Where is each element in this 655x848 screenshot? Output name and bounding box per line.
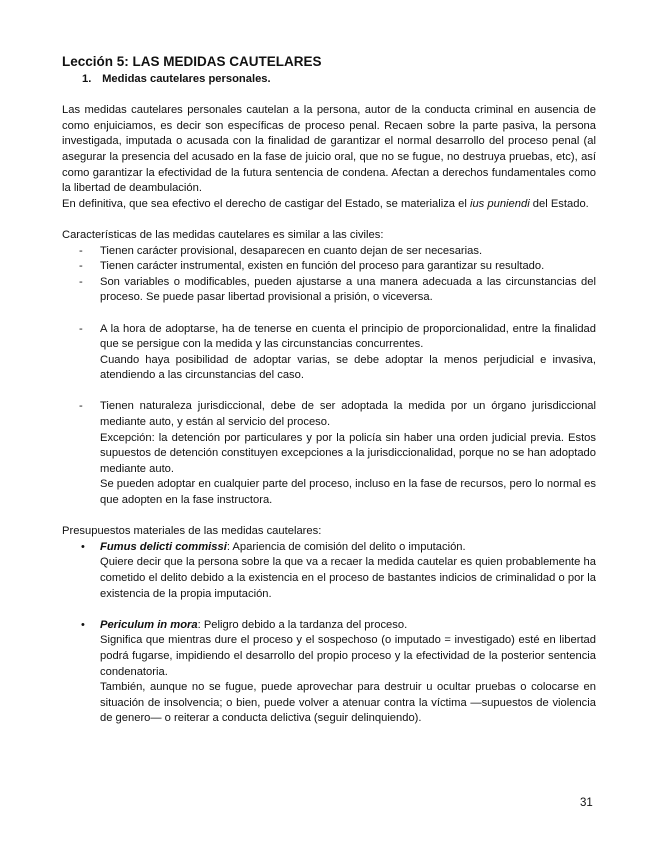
ius-puniendi-term: ius puniendi bbox=[469, 197, 530, 210]
dash-marker: - bbox=[79, 244, 83, 257]
document-page bbox=[62, 53, 596, 727]
periculum-term: Periculum in mora bbox=[100, 618, 198, 631]
intro-paragraph: Las medidas cautelares personales cautelan a la persona, autor de la conducta criminal en ausencia de como enjuiciamos, es decir son específicas de proceso penal. Recaen sobre la parte pasiva, la persona investigada, imputada o acusada con la finalidad de garantizar el normal desarrollo del proceso penal (al asegurar la presencia del acusado en la fase de juicio oral, que no se fugue, no destruya pruebas, etc), así como garantizar la efectividad de la futura sentencia de condena. Afectan a derechos fundamentales como la libertad de deambulación. bbox=[62, 104, 596, 195]
section-title: Medidas cautelares personales. bbox=[102, 73, 271, 85]
section-number: 1. bbox=[82, 73, 92, 85]
presupuestos-list bbox=[62, 540, 596, 727]
lesson-title: Lección 5: LAS MEDIDAS CAUTELARES bbox=[62, 54, 322, 69]
page-number: 31 bbox=[580, 797, 593, 809]
list-item: - Tienen carácter provisional, desaparecen en cuanto dejan de ser necesarias. bbox=[62, 244, 596, 260]
fumus-term: Fumus delicti commissi bbox=[100, 540, 227, 553]
dash-marker: - bbox=[79, 400, 83, 413]
list-item: • Fumus delicti commissi: Apariencia de comisión del delito o imputación. Quiere decir que la persona sobre la que va a recaer la medida cautelar es quien probablemente ha cometido el delito debido a la existencia en el proceso de bastantes indicios de criminalidad o por la existencia de la propia imputación. bbox=[81, 540, 596, 600]
bullet-marker: • bbox=[81, 540, 85, 553]
dash-marker: - bbox=[79, 322, 83, 335]
list-item: - A la hora de adoptarse, ha de tenerse en cuenta el principio de proporcionalidad, entre la finalidad que se persigue con la medida y las circunstancias concurrentes. Cuando haya posibilidad de adoptar varias, se debe adoptar la menos perjudicial e invasiva, atendiendo a las circunstancias del caso. bbox=[79, 322, 596, 382]
dash-marker: - bbox=[79, 275, 83, 288]
list-item: - Tienen carácter instrumental, existen en función del proceso para garantizar su resultado. bbox=[62, 259, 596, 275]
section-heading bbox=[82, 72, 596, 88]
bullet-marker: • bbox=[81, 618, 85, 631]
dash-marker: - bbox=[79, 260, 83, 273]
characteristics-list bbox=[62, 244, 596, 509]
presupuestos-heading: Presupuestos materiales de las medidas cautelares: bbox=[62, 525, 322, 538]
list-item: - Son variables o modificables, pueden ajustarse a una manera adecuada a las circunstancias del proceso. Se puede pasar libertad provisional a prisión, o viceversa. bbox=[79, 275, 596, 304]
list-item: - Tienen naturaleza jurisdiccional, debe de ser adoptada la medida por un órgano jurisdiccional mediante auto, y están al servicio del proceso. Excepción: la detención por particulares y por la policía sin haber una orden judicial previa. Estos supuestos de detención constituyen excepciones a la jurisdiccionalidad, porque no se han adoptado mediante auto. Se pueden adoptar en cualquier parte del proceso, incluso en la fase de recursos, pero lo normal es que adopten en la fase instructora. bbox=[79, 400, 596, 507]
characteristics-heading: Características de las medidas cautelares es similar a las civiles: bbox=[62, 228, 384, 241]
list-item: • Periculum in mora: Peligro debido a la tardanza del proceso. Significa que mientras dure el proceso y el sospechoso (o imputado = investigado) esté en libertad podrá fugarse, impidiendo el desarrollo del propio proceso y la efectividad de la posterior sentencia condenatoria. También, aunque no se fugue, puede aprovechar para destruir u ocultar pruebas o colocarse en situación de insolvencia; o bien, puede volver a atenuar contra la víctima —supuestos de violencia de genero— o reiterar a conducta delictiva (seguir delinquiendo). bbox=[81, 618, 596, 725]
conclusion-paragraph: En definitiva, que sea efectivo el derecho de castigar del Estado, se materializa el ius puniendi del Estado. bbox=[62, 197, 589, 210]
